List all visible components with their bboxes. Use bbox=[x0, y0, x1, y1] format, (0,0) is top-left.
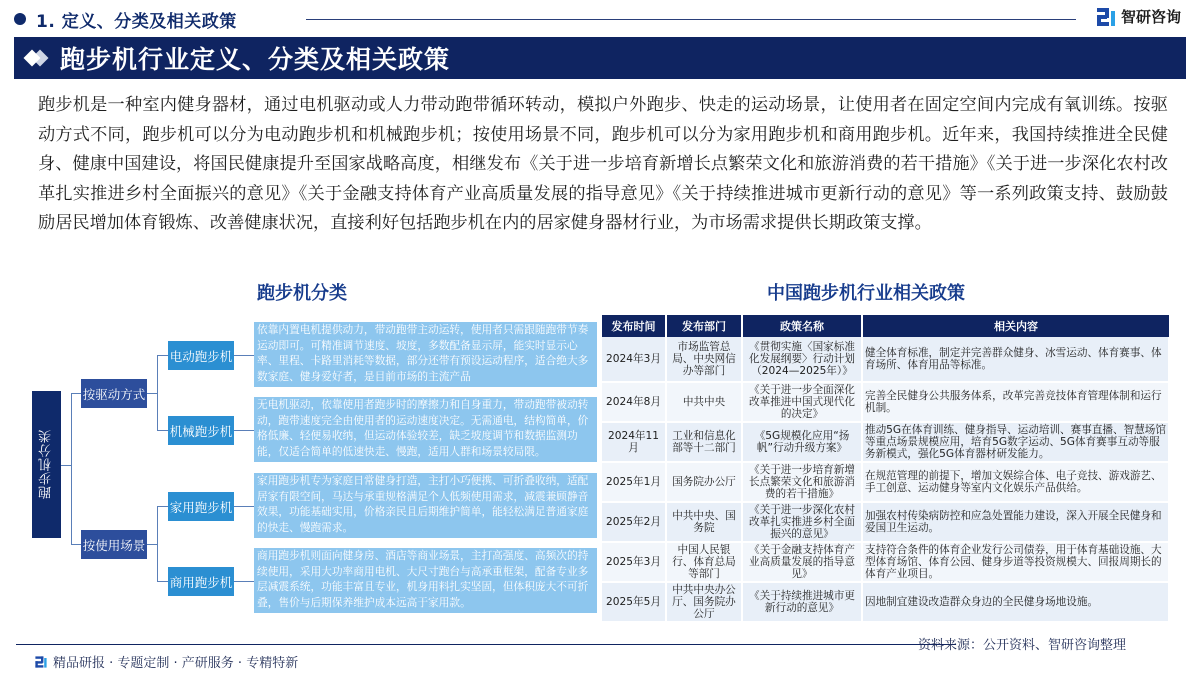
cell-content: 加强农村传染病防控和应急处置能力建设，深入开展全民健身和爱国卫生运动。 bbox=[862, 502, 1169, 542]
cell-policy-name: 《5G规模化应用“扬帆”行动升级方案》 bbox=[742, 422, 862, 462]
policy-title: 中国跑步机行业相关政策 bbox=[767, 283, 965, 304]
cell-policy-name: 《关于进一步全面深化改革推进中国式现代化的决定》 bbox=[742, 382, 862, 422]
cell-content: 健全体育标准，制定并完善群众健身、冰雪运动、体育赛事、体育场所、体育用品等标准。 bbox=[862, 337, 1169, 382]
connector-line bbox=[71, 544, 81, 545]
cell-content: 因地制宜建设改造群众身边的全民健身场地设施。 bbox=[862, 582, 1169, 622]
source-note: 资料来源：公开资料、智研咨询整理 bbox=[918, 638, 1127, 653]
connector-line bbox=[157, 506, 158, 582]
cell-policy-name: 《关于持续推进城市更新行动的意见》 bbox=[742, 582, 862, 622]
cell-department: 中国人民银行、体育总局等部门 bbox=[666, 542, 742, 582]
cell-content: 推动5G在体育训练、健身指导、运动培训、赛事直播、智慧场馆等重点场景规模应用，培育5G数字运动、5G体育赛事互动等服务新模式，强化5G体育器材研发能力。 bbox=[862, 422, 1169, 462]
footer-slogan-text: 精品研报 · 专题定制 · 产研服务 · 专精特新 bbox=[53, 656, 299, 671]
cell-policy-name: 《关于进一步培育新增长点繁荣文化和旅游消费的若干措施》 bbox=[742, 462, 862, 502]
connector-line bbox=[147, 393, 157, 394]
group-drive-type: 按驱动方式 bbox=[81, 379, 147, 408]
type-home: 家用跑步机 bbox=[168, 492, 234, 521]
connector-line bbox=[234, 355, 254, 356]
connector-line bbox=[234, 430, 254, 431]
type-commercial: 商用跑步机 bbox=[168, 567, 234, 596]
cell-department: 国务院办公厅 bbox=[666, 462, 742, 502]
cell-date: 2024年8月 bbox=[602, 382, 666, 422]
connector-line bbox=[157, 506, 168, 507]
cell-department: 工业和信息化部等十二部门 bbox=[666, 422, 742, 462]
section-header bbox=[14, 6, 237, 32]
table-row bbox=[602, 542, 1169, 582]
section-title: 1. 定义、分类及相关政策 bbox=[36, 11, 237, 32]
brand-name: 智研咨询 bbox=[1121, 8, 1182, 26]
connector-line bbox=[157, 355, 158, 431]
header-date: 发布时间 bbox=[602, 315, 666, 337]
connector-line bbox=[71, 393, 81, 394]
table-row bbox=[602, 502, 1169, 542]
connector-line bbox=[234, 581, 254, 582]
cell-content: 完善全民健身公共服务体系，改革完善竞技体育管理体制和运行机制。 bbox=[862, 382, 1169, 422]
connector-line bbox=[147, 544, 157, 545]
table-row bbox=[602, 422, 1169, 462]
connector-line bbox=[61, 465, 71, 466]
cell-department: 市场监管总局、中央网信办等部门 bbox=[666, 337, 742, 382]
connector-line bbox=[157, 581, 168, 582]
table-row bbox=[602, 337, 1169, 382]
cell-date: 2025年3月 bbox=[602, 542, 666, 582]
footer-divider bbox=[16, 644, 956, 645]
cell-department: 中共中央办公厅、国务院办公厅 bbox=[666, 582, 742, 622]
desc-electric: 依靠内置电机提供动力，带动跑带主动运转，使用者只需跟随跑带节奏运动即可。可精准调节速度、坡度，多数配备显示屏，能实时显示心率、里程、卡路里消耗等数据，部分还带有预设运动程序，适合绝大多数家庭、健身爱好者，是目前市场的主流产品 bbox=[254, 322, 597, 387]
connector-line bbox=[234, 506, 254, 507]
page-title: 跑步机行业定义、分类及相关政策 bbox=[60, 45, 451, 74]
cell-policy-name: 《关于进一步深化农村改革扎实推进乡村全面振兴的意见》 bbox=[742, 502, 862, 542]
brand-logo-icon bbox=[1097, 8, 1115, 26]
header-policy-name: 政策名称 bbox=[742, 315, 862, 337]
section-divider bbox=[306, 19, 1076, 20]
cell-date: 2025年2月 bbox=[602, 502, 666, 542]
classification-title: 跑步机分类 bbox=[257, 283, 347, 304]
connector-line bbox=[71, 393, 72, 545]
footer-slogan bbox=[34, 652, 298, 671]
cell-date: 2024年3月 bbox=[602, 337, 666, 382]
table-header-row bbox=[602, 315, 1169, 337]
brand-logo-icon bbox=[35, 656, 46, 667]
connector-line bbox=[157, 355, 168, 356]
intro-paragraph: 跑步机是一种室内健身器材，通过电机驱动或人力带动跑带循环转动，模拟户外跑步、快走的运动场景，让使用者在固定空间内完成有氧训练。按驱动方式不同，跑步机可以分为电动跑步机和机械跑步机；按使用场景不同，跑步机可以分为家用跑步机和商用跑步机。近年来，我国持续推进全民健身、健康中国建设，将国民健康提升至国家战略高度，相继发布《关于进一步培育新增长点繁荣文化和旅游消费的若干措施》《关于进一步深化农村改革扎实推进乡村全面振兴的意见》《关于金融支持体育产业高质量发展的指导意见》《关于持续推进城市更新行动的意见》等一系列政策支持、鼓励鼓励居民增加体育锻炼、改善健康状况，直接利好包括跑步机在内的居家健身器材行业，为市场需求提供长期政策支撑。 bbox=[38, 95, 1168, 233]
brand bbox=[1097, 6, 1181, 27]
header-department: 发布部门 bbox=[666, 315, 742, 337]
cell-department: 中共中央 bbox=[666, 382, 742, 422]
desc-mechanical: 无电机驱动，依靠使用者跑步时的摩擦力和自身重力，带动跑带被动转动，跑带速度完全由使用者的运动速度决定。无需通电，结构简单，价格低廉、轻便易收纳，但运动体验较差，缺乏坡度调节和数据监测功能，仅适合简单的低速快走、慢跑，适用人群和场景较局限。 bbox=[254, 397, 597, 462]
tree-root: 跑步机分类 bbox=[32, 391, 61, 538]
title-banner bbox=[14, 37, 1186, 79]
table-row bbox=[602, 582, 1169, 622]
connector-line bbox=[157, 430, 168, 431]
cell-date: 2025年1月 bbox=[602, 462, 666, 502]
cell-policy-name: 《关于金融支持体育产业高质量发展的指导意见》 bbox=[742, 542, 862, 582]
bullet-dot-icon bbox=[14, 13, 26, 25]
diamond-icon bbox=[24, 48, 50, 68]
policy-table bbox=[602, 315, 1170, 623]
cell-department: 中共中央、国务院 bbox=[666, 502, 742, 542]
header-content: 相关内容 bbox=[862, 315, 1169, 337]
cell-policy-name: 《贯彻实施〈国家标准化发展纲要〉行动计划（2024—2025年）》 bbox=[742, 337, 862, 382]
type-electric: 电动跑步机 bbox=[168, 341, 234, 370]
group-usage-scene: 按使用场景 bbox=[81, 530, 147, 559]
desc-commercial: 商用跑步机则面向健身房、酒店等商业场景，主打高强度、高频次的持续使用，采用大功率商用电机、大尺寸跑台与高承重框架，配备专业多层减震系统，功能丰富且专业，机身用料扎实坚固，但体积庞大不可折叠，售价与后期保养维护成本远高于家用款。 bbox=[254, 548, 597, 613]
cell-content: 在规范管理的前提下，增加文娱综合体、电子竞技、游戏游艺、手工创意、运动健身等室内文化娱乐产品供给。 bbox=[862, 462, 1169, 502]
type-mechanical: 机械跑步机 bbox=[168, 416, 234, 445]
table-row bbox=[602, 462, 1169, 502]
table-row bbox=[602, 382, 1169, 422]
cell-content: 支持符合条件的体育企业发行公司债券，用于体育基础设施、大型体育场馆、体育公园、健身步道等投资规模大、回报周期长的体育产业项目。 bbox=[862, 542, 1169, 582]
desc-home: 家用跑步机专为家庭日常健身打造，主打小巧便携、可折叠收纳，适配居家有限空间，马达与承重规格满足个人低频使用需求，减震兼顾静音效果，功能基础实用，价格亲民且后期维护简单，能轻松满足普通家庭的快走、慢跑需求。 bbox=[254, 473, 597, 538]
cell-date: 2024年11月 bbox=[602, 422, 666, 462]
cell-date: 2025年5月 bbox=[602, 582, 666, 622]
